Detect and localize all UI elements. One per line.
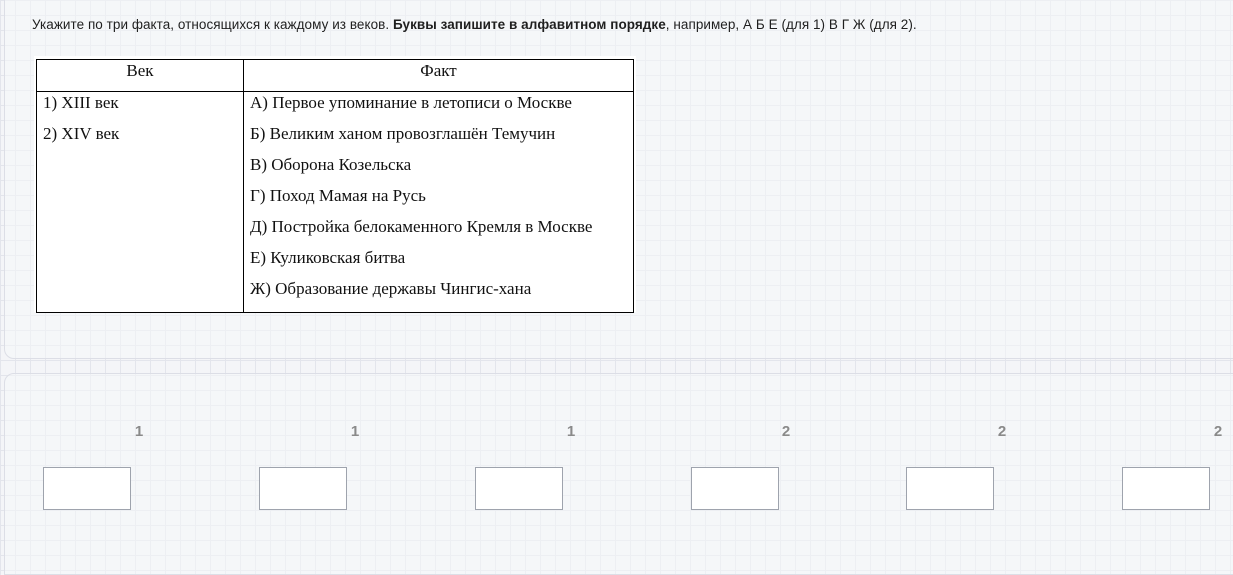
answer-label-4: 2: [781, 423, 791, 440]
century-item: 2) XIV век: [43, 124, 120, 143]
header-century: Век: [37, 60, 244, 92]
answer-input-6[interactable]: [1122, 467, 1210, 510]
instruction-text: Укажите по три факта, относящихся к каждому из веков.: [32, 17, 393, 32]
answer-label-1: 1: [134, 423, 144, 440]
fact-item: В) Оборона Козельска: [250, 155, 412, 174]
answer-label-2: 1: [350, 423, 360, 440]
header-fact: Факт: [244, 60, 634, 92]
century-item: 1) XIII век: [43, 93, 119, 112]
answer-input-4[interactable]: [691, 467, 779, 510]
facts-table-image: [34, 56, 636, 312]
fact-item: Д) Постройка белокаменного Кремля в Москве: [250, 217, 593, 236]
answer-label-3: 1: [566, 423, 576, 440]
answer-input-2[interactable]: [259, 467, 347, 510]
answer-label-5: 2: [997, 423, 1007, 440]
fact-item: А) Первое упоминание в летописи о Москве: [250, 93, 572, 112]
fact-column: [244, 92, 634, 313]
answer-card: [4, 373, 1233, 575]
fact-item: Б) Великим ханом провозглашён Темучин: [250, 124, 556, 143]
instruction-bold-text: Буквы запишите в алфавитном порядке: [392, 17, 666, 32]
answer-input-1[interactable]: [43, 467, 131, 510]
answer-label-6: 2: [1213, 423, 1223, 440]
fact-item: Е) Куликовская битва: [250, 248, 406, 267]
fact-item: Г) Поход Мамая на Русь: [250, 186, 426, 205]
answer-input-5[interactable]: [906, 467, 994, 510]
answer-input-3[interactable]: [475, 467, 563, 510]
question-instruction: [32, 17, 917, 32]
facts-table: [36, 59, 634, 313]
century-column: [37, 92, 244, 313]
instruction-example-text: , например, А Б Е (для 1) В Г Ж (для 2).: [665, 17, 917, 32]
fact-item: Ж) Образование державы Чингис-хана: [250, 279, 532, 298]
